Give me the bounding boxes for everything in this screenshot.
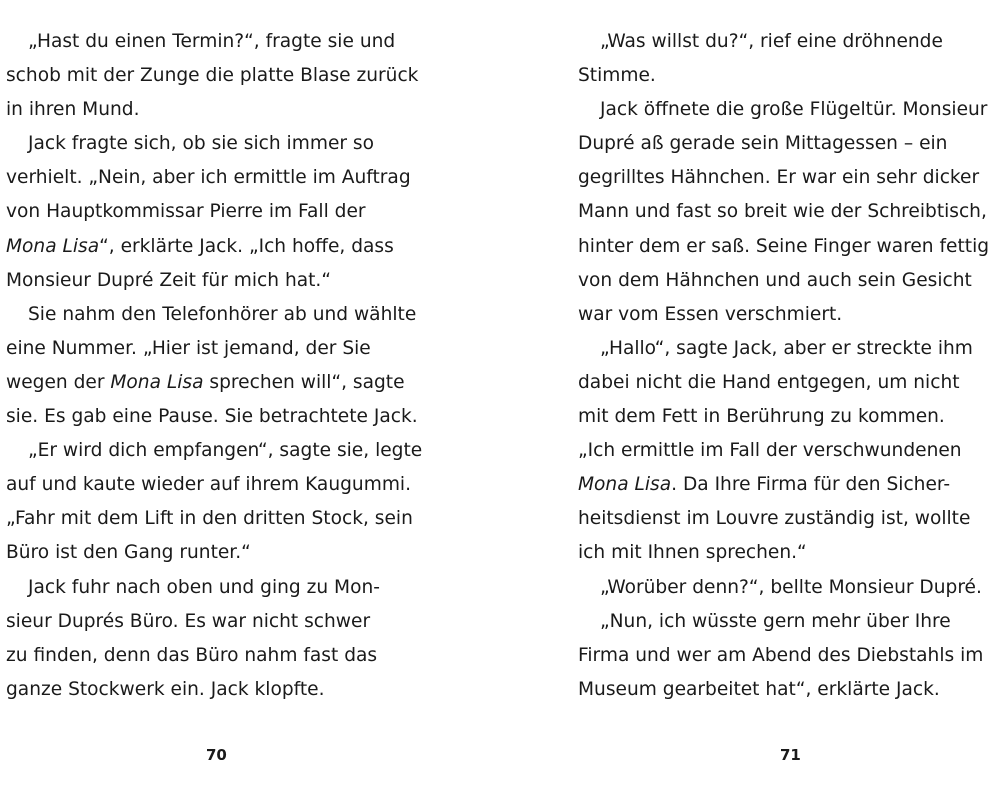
text-line (578, 400, 996, 434)
line-text: ganze Stockwerk ein. Jack klopfte. (6, 678, 325, 700)
text-line (6, 468, 438, 502)
text-line (6, 434, 438, 468)
text-line (6, 195, 438, 229)
text-line (578, 127, 996, 161)
line-text: Firma und wer am Abend des Diebstahls im (578, 644, 984, 666)
italic-title-text: Mona Lisa (578, 474, 672, 496)
text-line (6, 605, 438, 639)
line-text: auf und kaute wieder auf ihrem Kaugummi. (6, 474, 412, 496)
text-line (578, 230, 996, 264)
line-text: ich mit Ihnen sprechen.“ (578, 542, 807, 564)
italic-title-text: Mona Lisa (110, 371, 204, 393)
line-text: Mann und fast so breit wie der Schreibtisch, (578, 201, 987, 223)
text-line (6, 25, 438, 59)
line-text: Jack fuhr nach oben und ging zu Mon- (28, 576, 380, 598)
text-line (578, 536, 996, 570)
line-text: „Ich ermittle im Fall der verschwundenen (578, 440, 962, 462)
text-line (6, 332, 438, 366)
text-line (578, 298, 996, 332)
line-text: in ihren Mund. (6, 99, 140, 121)
text-line (6, 59, 438, 93)
left-page-text (6, 25, 438, 707)
text-line (6, 400, 438, 434)
text-line (578, 502, 996, 536)
line-text: sie. Es gab eine Pause. Sie betrachtete Jack. (6, 406, 418, 428)
line-text: war vom Essen verschmiert. (578, 303, 843, 325)
line-text: sprechen will“, sagte (203, 371, 405, 393)
text-line (6, 298, 438, 332)
text-line (6, 127, 438, 161)
line-text: Monsieur Dupré Zeit für mich hat.“ (6, 269, 331, 291)
text-line (578, 195, 996, 229)
text-line (578, 468, 996, 502)
text-line (578, 59, 996, 93)
line-text: eine Nummer. „Hier ist jemand, der Sie (6, 337, 371, 359)
line-text: „Worüber denn?“, bellte Monsieur Dupré. (600, 576, 982, 598)
text-line (578, 434, 996, 468)
italic-title-text: Mona Lisa (6, 235, 100, 257)
text-line (6, 502, 438, 536)
text-line (6, 366, 438, 400)
line-text: “, erklärte Jack. „Ich hoffe, dass (99, 235, 394, 257)
line-text: Museum gearbeitet hat“, erklärte Jack. (578, 678, 940, 700)
text-line (6, 93, 438, 127)
line-text: Jack fragte sich, ob sie sich immer so (28, 133, 374, 155)
text-line (578, 639, 996, 673)
text-line (6, 673, 438, 707)
line-text: verhielt. „Nein, aber ich ermittle im Auftrag (6, 167, 411, 189)
right-page (578, 0, 996, 800)
text-line (578, 571, 996, 605)
line-text: „Was willst du?“, rief eine dröhnende (600, 31, 943, 52)
text-line (578, 605, 996, 639)
text-line (6, 161, 438, 195)
text-line (578, 332, 996, 366)
text-line (6, 230, 438, 264)
line-text: gegrilltes Hähnchen. Er war ein sehr dicker (578, 167, 980, 189)
line-text: zu finden, denn das Büro nahm fast das (6, 644, 378, 666)
line-text: wegen der (6, 371, 111, 393)
line-text: Sie nahm den Telefonhörer ab und wählte (28, 303, 417, 325)
line-text: heitsdienst im Louvre zuständig ist, wollte (578, 508, 971, 530)
right-page-number: 71 (780, 746, 801, 764)
line-text: „Hast du einen Termin?“, fragte sie und (28, 31, 396, 52)
text-line (578, 161, 996, 195)
text-line (578, 25, 996, 59)
right-page-text (578, 25, 996, 707)
text-line (6, 264, 438, 298)
line-text: Dupré aß gerade sein Mittagessen – ein (578, 133, 948, 155)
text-line (6, 639, 438, 673)
line-text: „Er wird dich empfangen“, sagte sie, legte (28, 440, 423, 462)
line-text: von Hauptkommissar Pierre im Fall der (6, 201, 366, 223)
text-line (6, 536, 438, 570)
line-text: sieur Duprés Büro. Es war nicht schwer (6, 610, 371, 632)
text-line (578, 93, 996, 127)
line-text: Büro ist den Gang runter.“ (6, 542, 251, 564)
line-text: Jack öffnete die große Flügeltür. Monsieur (600, 99, 988, 121)
line-text: Stimme. (578, 65, 656, 87)
line-text: „Hallo“, sagte Jack, aber er streckte ihm (600, 337, 973, 359)
text-line (578, 673, 996, 707)
line-text: hinter dem er saß. Seine Finger waren fettig (578, 235, 990, 257)
line-text: schob mit der Zunge die platte Blase zurück (6, 65, 419, 87)
line-text: dabei nicht die Hand entgegen, um nicht (578, 371, 960, 393)
line-text: „Fahr mit dem Lift in den dritten Stock, sein (6, 508, 413, 530)
left-page-number: 70 (206, 746, 227, 764)
left-page (6, 0, 438, 800)
line-text: von dem Hähnchen und auch sein Gesicht (578, 269, 972, 291)
text-line (6, 571, 438, 605)
line-text: „Nun, ich wüsste gern mehr über Ihre (600, 610, 951, 632)
line-text: . Da Ihre Firma für den Sicher- (671, 474, 951, 496)
text-line (578, 264, 996, 298)
text-line (578, 366, 996, 400)
line-text: mit dem Fett in Berührung zu kommen. (578, 406, 945, 428)
